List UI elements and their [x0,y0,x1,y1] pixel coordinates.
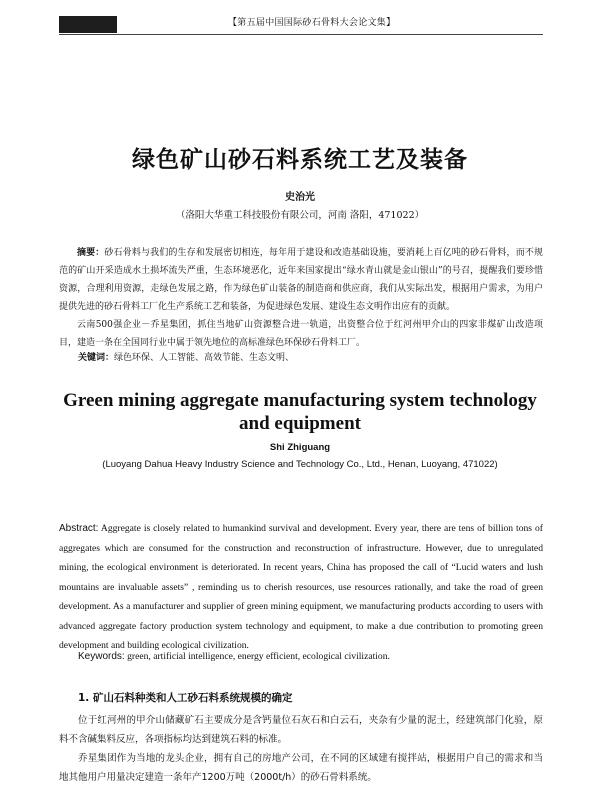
chinese-keywords [78,351,543,365]
english-abstract-text: Aggregate is closely related to humankind survival and development. Every year, there are tens of billion tons of aggregates which are consumed for the construction and reconstruction of infrastructure. However, due to unregulated mining, the ecological environment is deteriorated. In recent years, China has proposed the call of “Lucid waters and lush mountains are invaluable assets” , reminding us to cherish resources, use resources rationally, and take the road of green development. As a manufacturer and supplier of green mining equipment, we manufacturing products according to users with advanced aggregate factory production system technology and equipment, to make a due contribution to promoting green development and building ecological civilization. [59,523,543,651]
body-paragraph-1: 位于红河州的甲介山储藏矿石主要成分是含钙量位石灰石和白云石，夹杂有少量的泥土，经建筑部门化验，原料不含碱集料反应，各项指标均达到建筑石料的标准。 [59,715,543,745]
english-author: Shi Zhiguang [269,442,331,453]
english-title-line2: and equipment [239,413,361,434]
english-abstract-label: Abstract: [59,523,99,534]
chinese-author: 史治光 [285,192,315,203]
chinese-title: 绿色矿山砂石料系统工艺及装备 [132,147,468,173]
header-rule [59,34,543,35]
english-abstract [59,519,543,656]
english-keywords-text: green, artificial intelligence, energy efficient, ecological civilization. [127,651,390,662]
body-paragraph-2: 乔星集团作为当地的龙头企业，拥有自己的房地产公司，在不同的区域建有搅拌站，根据用户自己的需求和当地其他用户用量决定建造一条年产1200万吨（2000t/h）的砂石骨料系统。 [59,753,543,783]
chinese-abstract-p2: 云南500强企业－乔星集团，抓住当地矿山资源整合进一轨道，出资整合位于红河州甲介山的四家非煤矿山改造项目，建造一条在全国同行业中属于领先地位的高标准绿色环保砂石骨料工厂。 [59,320,543,348]
english-keywords-label: Keywords: [78,651,125,662]
running-title: 【第五届中国国际砂石骨料大会论文集】 [228,18,396,28]
english-affiliation: (Luoyang Dahua Heavy Industry Science and Technology Co., Ltd., Henan, Luoyang, 471022) [102,459,498,470]
english-keywords [78,651,543,662]
chinese-abstract-p1: 砂石骨料与我们的生存和发展密切相连，每年用于建设和改造基础设施，要消耗上百亿吨的砂石骨料，而不规范的矿山开采造成水土损坏流失严重，生态环境恶化，近年来国家提出“绿水青山就是金山银山”的号召，提醒我们要珍惜资源，合理利用资源，走绿色发展之路，作为绿色矿山装备的制造商和供应商，我们从实际出发，根据用户需求，为用户提供先进的砂石骨料工厂化生产系统工艺和装备，为促进绿色发展、建设生态文明作出应有的贡献。 [59,248,543,312]
chinese-abstract [59,244,543,352]
header-dark-bar [59,16,117,33]
chinese-affiliation: （洛阳大华重工科技股份有限公司，河南 洛阳，471022） [175,210,425,221]
english-title-line1: Green mining aggregate manufacturing system technology [63,390,537,411]
chinese-keywords-text: 绿色环保、人工智能、高效节能、生态文明、 [114,353,295,363]
section-body [59,711,543,787]
english-title [0,389,600,435]
section-heading: 1. 矿山石料种类和人工砂石料系统规模的确定 [78,692,293,704]
chinese-keywords-label: 关键词： [78,353,115,363]
chinese-abstract-label: 摘要： [77,248,105,258]
